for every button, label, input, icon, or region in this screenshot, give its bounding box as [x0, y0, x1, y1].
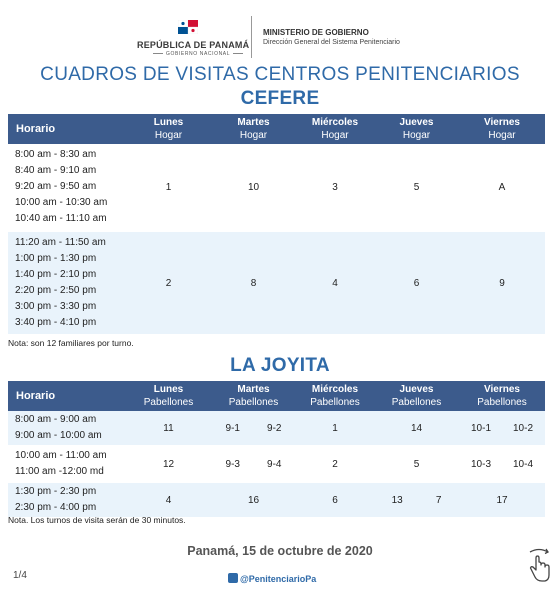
time-slot: 1:40 pm - 2:10 pm [15, 269, 97, 280]
table-cell: A [459, 144, 545, 230]
time-slot: 8:40 am - 9:10 am [15, 165, 97, 176]
day-name: Lunes [153, 384, 184, 395]
day-name: Lunes [153, 117, 184, 128]
day-sub: Hogar [488, 130, 516, 141]
page-title: CUADROS DE VISITAS CENTROS PENITENCIARIOS [40, 64, 520, 85]
social-handle[interactable] [228, 573, 316, 584]
day-sub: Pabellones [477, 397, 527, 408]
header-divider [251, 16, 252, 58]
table-row [8, 411, 545, 445]
table-cell [459, 411, 545, 445]
table-cell: 6 [296, 481, 374, 517]
document-date: Panamá, 15 de octubre de 2020 [187, 544, 373, 558]
day-header [211, 114, 296, 144]
day-name: Martes [237, 117, 270, 128]
table-cell [211, 411, 296, 445]
day-header [374, 114, 459, 144]
page-number: 1/4 [13, 570, 27, 581]
day-sub: Pabellones [310, 397, 360, 408]
table-cell: 9 [459, 230, 545, 334]
time-slot: 11:20 am - 11:50 am [15, 237, 106, 248]
day-header [296, 381, 374, 411]
cefere-table [8, 114, 545, 334]
day-header [126, 114, 211, 144]
time-slot: 3:40 pm - 4:10 pm [15, 317, 97, 328]
table-cell: 16 [211, 481, 296, 517]
joyita-table [8, 381, 545, 517]
tap-hand-icon[interactable] [525, 546, 553, 586]
table-cell: 1 [126, 144, 211, 230]
table-row [8, 481, 545, 517]
table-cell [211, 445, 296, 481]
day-header [126, 381, 211, 411]
table-cell: 5 [374, 144, 459, 230]
time-slot: 10:40 am - 11:10 am [15, 213, 107, 224]
time-slot: 9:00 am - 10:00 am [15, 430, 102, 441]
table-cell: 17 [459, 481, 545, 517]
table-cell [374, 481, 459, 517]
day-name: Miércoles [311, 117, 359, 128]
time-slot: 10:00 am - 11:00 am [15, 450, 107, 461]
ministry-subtitle: Dirección General del Sistema Penitenciario [263, 39, 400, 46]
table-cell: 4 [126, 481, 211, 517]
table-cell: 5 [374, 445, 459, 481]
day-name: Viernes [484, 384, 520, 395]
cell-value: 9-2 [267, 422, 282, 434]
day-sub: Pabellones [228, 397, 279, 408]
joyita-header-row [8, 381, 545, 411]
day-header [374, 381, 459, 411]
day-header [459, 114, 545, 144]
table-row [8, 230, 545, 334]
day-sub: Hogar [239, 130, 268, 141]
time-slot: 8:00 am - 9:00 am [15, 414, 97, 425]
time-slot: 3:00 pm - 3:30 pm [15, 301, 97, 312]
day-sub: Hogar [402, 130, 431, 141]
day-name: Jueves [399, 117, 434, 128]
table-cell: 4 [296, 230, 374, 334]
day-name: Jueves [399, 384, 434, 395]
cell-value: 10-4 [512, 458, 533, 470]
day-sub: Hogar [321, 130, 349, 141]
day-header [211, 381, 296, 411]
day-sub: Hogar [154, 130, 183, 141]
cell-value: 10-3 [470, 458, 491, 470]
day-header [459, 381, 545, 411]
day-sub: Pabellones [143, 397, 194, 408]
cell-value: 9-4 [267, 458, 282, 470]
table-row [8, 445, 545, 481]
time-slots [8, 230, 126, 334]
table-cell: 1 [296, 411, 374, 445]
time-slot: 11:00 am -12:00 md [15, 466, 104, 477]
time-slot: 2:30 pm - 4:00 pm [15, 502, 97, 513]
time-slots [8, 445, 126, 481]
day-sub: Pabellones [391, 397, 442, 408]
time-slot: 9:20 am - 9:50 am [15, 181, 97, 192]
cell-value: 9-3 [225, 458, 240, 470]
time-slot: 1:00 pm - 1:30 pm [15, 253, 97, 264]
time-slot: 2:20 pm - 2:50 pm [15, 285, 97, 296]
table-cell: 14 [374, 411, 459, 445]
time-slots [8, 481, 126, 517]
twitter-icon [228, 573, 238, 583]
table-cell: 2 [296, 445, 374, 481]
time-slots [8, 411, 126, 445]
day-name: Martes [237, 384, 270, 395]
day-name: Viernes [484, 117, 520, 128]
ministry-title: MINISTERIO DE GOBIERNO [263, 28, 369, 37]
time-slots [8, 144, 126, 230]
day-header [296, 114, 374, 144]
time-slot: 10:00 am - 10:30 am [15, 197, 108, 208]
republic-sub: GOBIERNO NACIONAL [150, 51, 246, 57]
cell-value: 9-1 [225, 422, 240, 434]
horario-header: Horario [8, 381, 126, 411]
table-cell [459, 445, 545, 481]
cell-value: 13 [391, 494, 403, 506]
table-row [8, 144, 545, 230]
cell-value: 10-1 [470, 422, 491, 434]
republic-name: REPÚBLICA DE PANAMÁ [137, 40, 250, 50]
table-cell: 3 [296, 144, 374, 230]
cefere-title: CEFERE [240, 88, 320, 109]
table-cell: 12 [126, 445, 211, 481]
social-handle-text: @PenitenciarioPa [240, 574, 317, 584]
cefere-header-row [8, 114, 545, 144]
time-slot: 8:00 am - 8:30 am [15, 149, 97, 160]
panama-flag-icon [178, 20, 198, 34]
table-cell: 11 [126, 411, 211, 445]
joyita-note: Nota. Los turnos de visita serán de 30 minutos. [8, 515, 186, 525]
cell-value: 7 [435, 494, 442, 506]
table-cell: 10 [211, 144, 296, 230]
day-name: Miércoles [311, 384, 359, 395]
table-cell: 2 [126, 230, 211, 334]
page-header [0, 14, 560, 60]
table-cell: 6 [374, 230, 459, 334]
horario-header: Horario [8, 114, 126, 144]
table-cell: 8 [211, 230, 296, 334]
time-slot: 1:30 pm - 2:30 pm [15, 486, 97, 497]
cell-value: 10-2 [512, 422, 533, 434]
joyita-title: LA JOYITA [230, 355, 330, 376]
cefere-note: Nota: son 12 familiares por turno. [8, 338, 134, 348]
